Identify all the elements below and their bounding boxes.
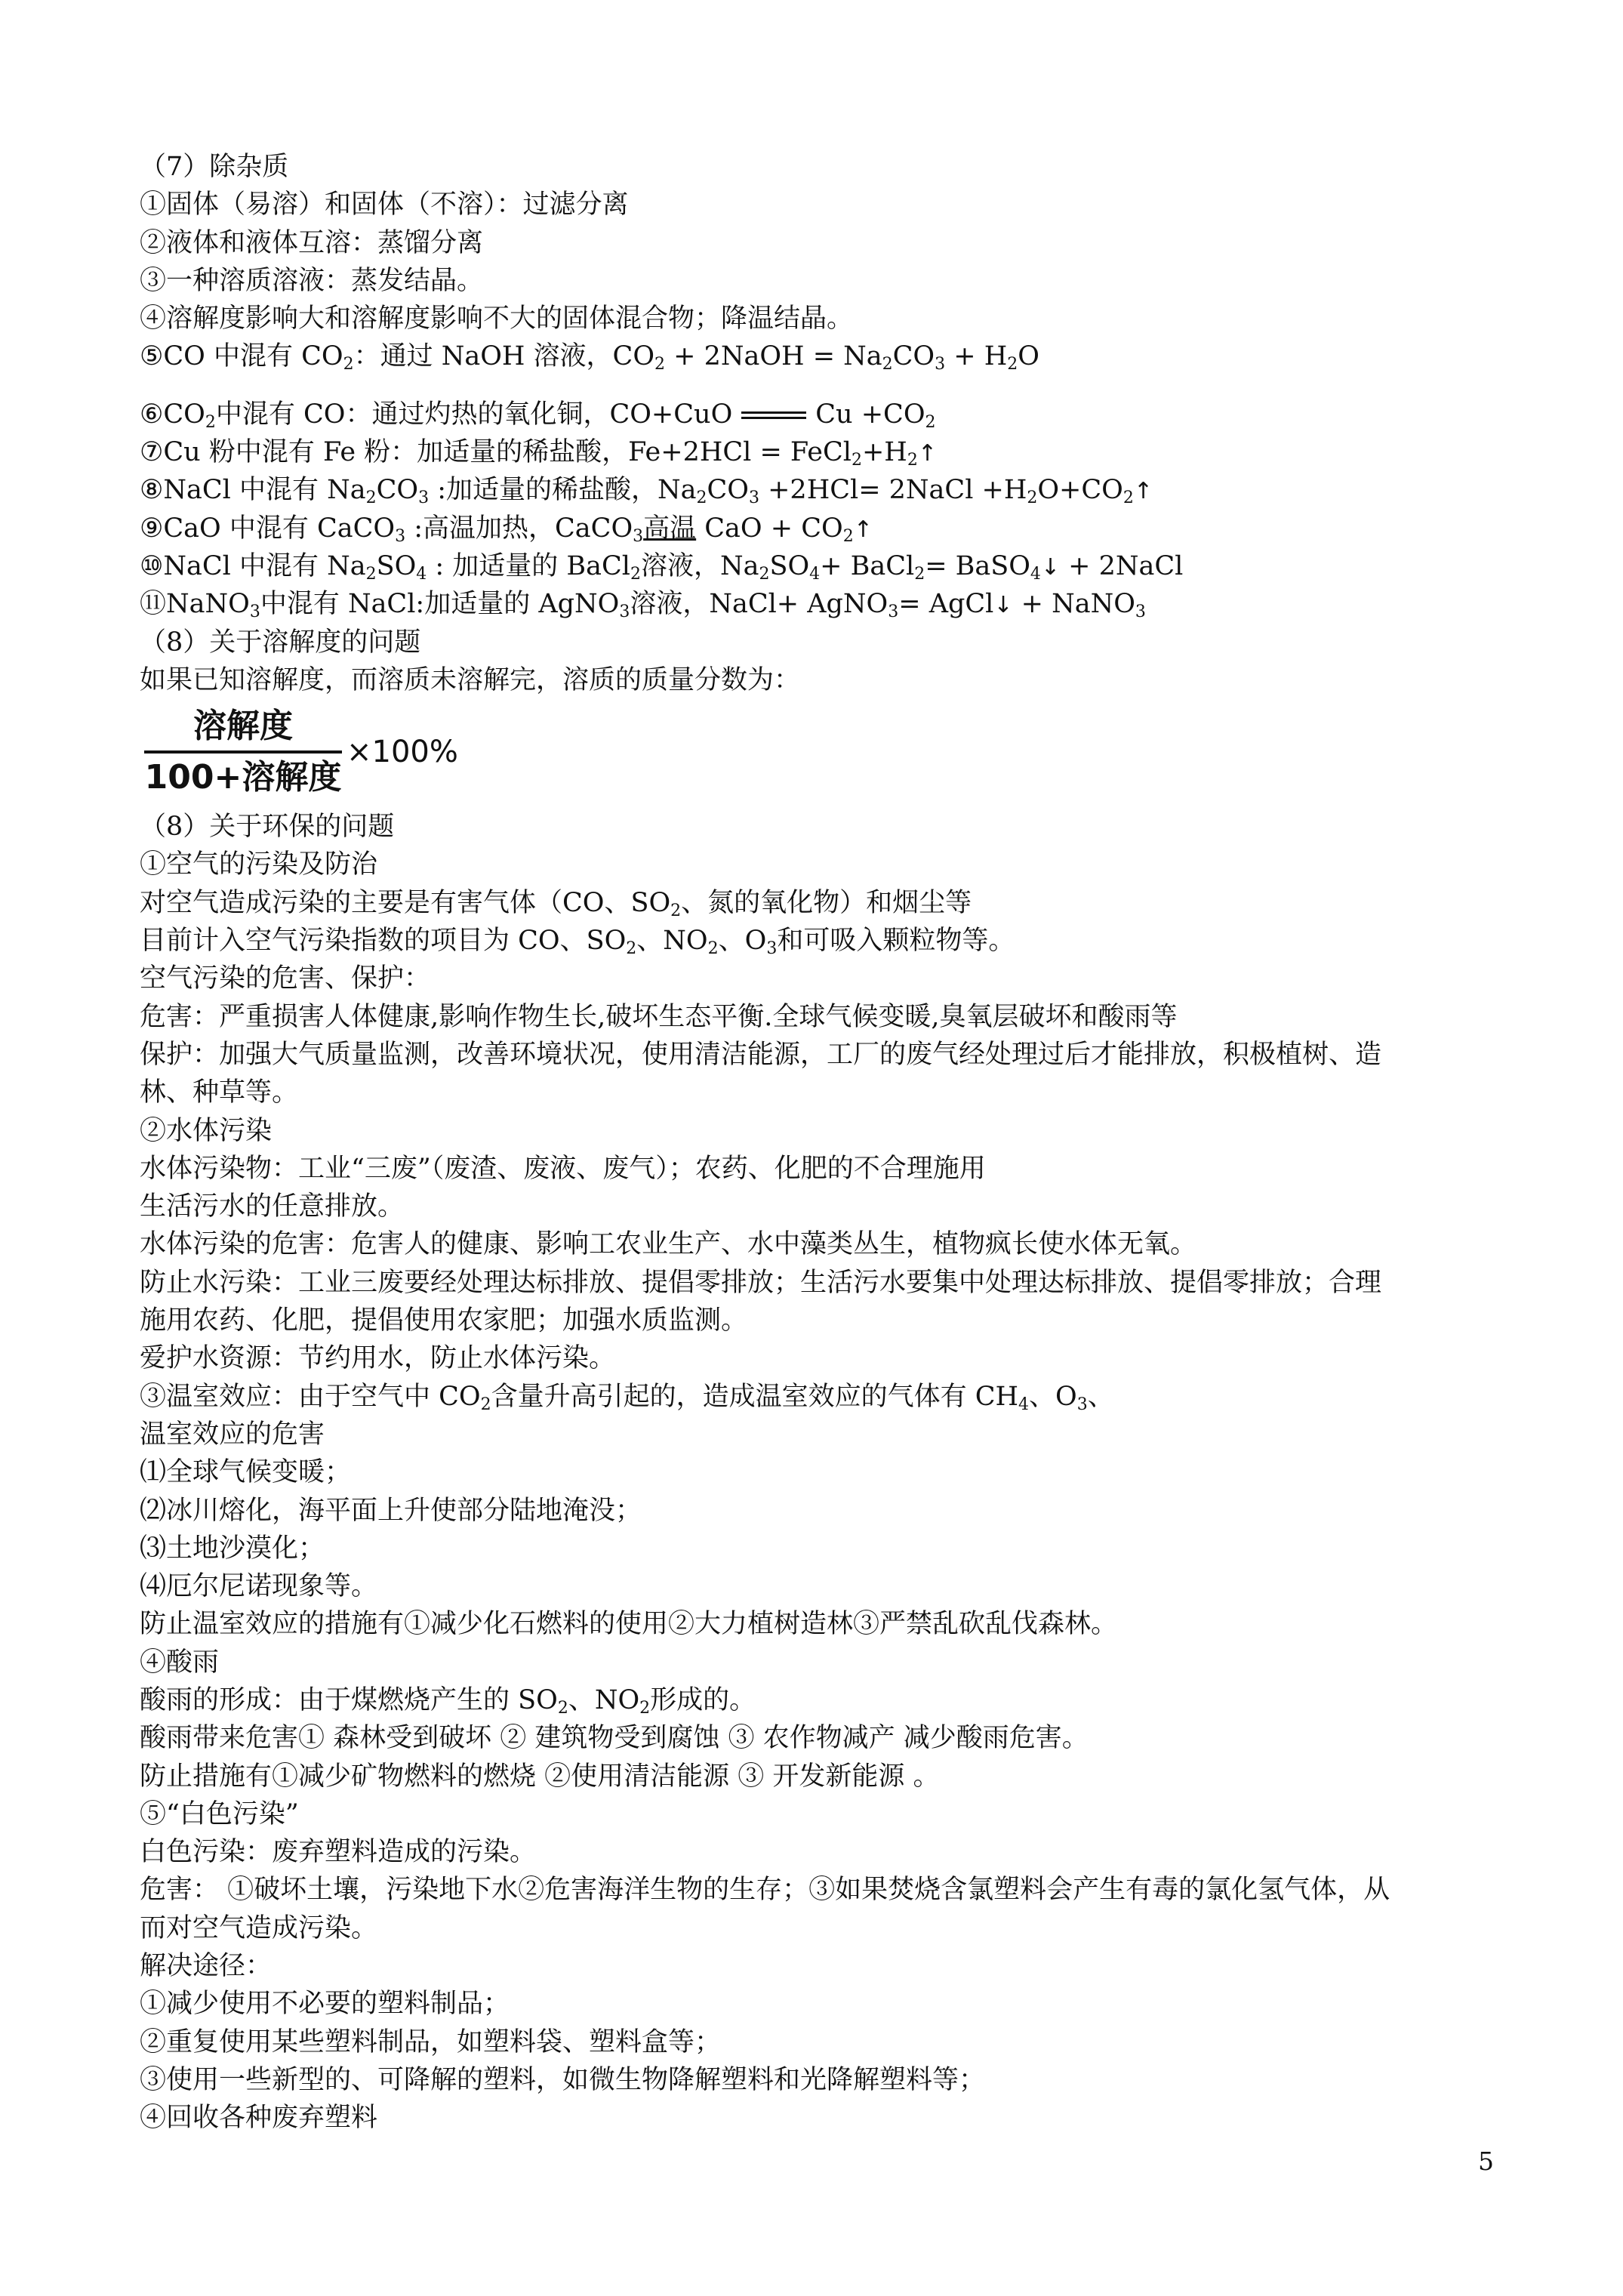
subscript: 3 [633, 526, 644, 546]
subscript: 2 [1027, 488, 1038, 508]
text-run: CO [707, 475, 749, 506]
text-run: ⑪NaNO [140, 589, 250, 620]
subscript: 3 [748, 488, 759, 508]
air-line-2 [140, 922, 1498, 960]
subscript: 2 [842, 526, 854, 546]
subscript: 2 [914, 564, 925, 584]
subscript: 2 [557, 1698, 568, 1718]
precipitate-down-arrow-icon: ↓ [993, 592, 1013, 619]
greenhouse-line-7: 防止温室效应的措施有①减少化石燃料的使用②大力植树造林③严禁乱砍乱伐森林。 [140, 1609, 1118, 1640]
double-line-reaction-sign [741, 411, 806, 419]
page-number: 5 [1478, 2147, 1494, 2176]
text-run: 形成的。 [650, 1684, 756, 1715]
text-run: 、 [1087, 1381, 1114, 1412]
subscript: 2 [205, 412, 216, 432]
water-line-3: 水体污染的危害：危害人的健康、影响工农业生产、水中藻类丛生，植物疯长使水体无氧。 [140, 1229, 1197, 1260]
greenhouse-line-2: 温室效应的危害 [140, 1419, 325, 1450]
text-run: O+CO [1037, 475, 1123, 506]
subscript: 2 [925, 412, 936, 432]
fraction-multiplier: ×100% [346, 735, 458, 769]
subscript: 2 [480, 1395, 491, 1414]
text-run: + BaCl [820, 550, 915, 581]
white-pollution-title: ⑤“白色污染” [140, 1798, 299, 1829]
text-run: ⑧NaCl 中混有 Na [140, 475, 366, 506]
text-run: ⑦Cu 粉中混有 Fe 粉：加适量的稀盐酸，Fe+2HCl = FeCl [140, 437, 852, 468]
text-run: +2HCl= 2NaCl +H [759, 475, 1027, 506]
subscript: 3 [249, 603, 260, 622]
precipitate-down-arrow-icon: ↓ [1040, 553, 1061, 581]
subscript: 2 [851, 451, 862, 470]
air-line-1 [140, 884, 1498, 922]
greenhouse-line-5: ⑶土地沙漠化； [140, 1533, 325, 1564]
text-run: 溶液，NaCl+ AgNO [630, 589, 888, 620]
white-pollution-line-5: ①减少使用不必要的塑料制品； [140, 1989, 510, 2020]
impurity-line-3: ③一种溶质溶液：蒸发结晶。 [140, 265, 484, 296]
white-pollution-line-7: ③使用一些新型的、可降解的塑料，如微生物降解塑料和光降解塑料等； [140, 2064, 986, 2095]
text-run: + H [945, 341, 1008, 372]
text-run: O [1018, 341, 1039, 372]
text-run: + NaNO [1012, 589, 1135, 620]
air-title: ①空气的污染及防治 [140, 849, 378, 880]
impurity-line-4: ④溶解度影响大和溶解度影响不大的固体混合物；降温结晶。 [140, 304, 854, 334]
text-run: 中混有 CO：通过灼热的氧化铜，CO+CuO [215, 399, 733, 430]
subscript: 3 [619, 603, 630, 622]
subscript: 2 [907, 451, 918, 470]
text-run: = AgCl [898, 589, 994, 620]
text-run: CO [376, 475, 419, 506]
white-pollution-line-2: 危害： ①破坏土壤，污染地下水②危害海洋生物的生存；③如果焚烧含氯塑料会产生有毒的氯化氢气体，从 [140, 1875, 1390, 1906]
text-run: + 2NaOH = Na [665, 341, 882, 372]
subscript: 2 [630, 564, 641, 584]
text-run: 、O [1029, 1381, 1077, 1412]
acid-rain-line-3: 防止措施有①减少矿物燃料的燃烧 ②使用清洁能源 ③ 开发新能源 。 [140, 1761, 940, 1792]
subscript: 2 [882, 355, 893, 374]
text-run: 、NO [568, 1684, 640, 1715]
fraction [144, 704, 342, 800]
greenhouse-line-6: ⑷厄尔尼诺现象等。 [140, 1571, 378, 1602]
acid-rain-line-2: 酸雨带来危害① 森林受到破坏 ② 建筑物受到腐蚀 ③ 农作物减产 减少酸雨危害。 [140, 1723, 1089, 1754]
gas-up-arrow-icon: ↑ [853, 516, 873, 543]
white-pollution-line-8: ④回收各种废弃塑料 [140, 2103, 378, 2134]
acid-rain-line-1 [140, 1681, 1498, 1719]
white-pollution-line-1: 白色污染：废弃塑料造成的污染。 [140, 1837, 537, 1868]
subscript: 4 [1018, 1395, 1030, 1414]
subscript: 4 [1030, 564, 1041, 584]
impurity-line-9 [140, 510, 1498, 547]
impurity-line-10 [140, 547, 1498, 585]
impurity-line-5 [140, 337, 1498, 375]
water-line-5: 施用农药、化肥，提倡使用农家肥；加强水质监测。 [140, 1305, 748, 1336]
text-run: 中混有 NaCl:加适量的 AgNO [260, 589, 620, 620]
text-run: :加适量的稀盐酸，Na [429, 475, 697, 506]
fraction-numerator: 溶解度 [193, 707, 293, 746]
subscript: 3 [1076, 1395, 1088, 1414]
subscript: 2 [639, 1698, 651, 1718]
subscript: 3 [1135, 603, 1146, 622]
subscript: 2 [759, 564, 770, 584]
subscript: 2 [654, 355, 666, 374]
subscript: 2 [365, 564, 377, 584]
subscript: 2 [343, 355, 354, 374]
water-line-2: 生活污水的任意排放。 [140, 1191, 405, 1222]
fraction-bar [144, 750, 342, 754]
text-run: : 加适量的 BaCl [427, 550, 630, 581]
mass-fraction-formula [144, 699, 1498, 805]
impurity-line-6 [140, 396, 1498, 433]
white-pollution-line-3: 而对空气造成污染。 [140, 1912, 378, 1943]
subscript: 4 [809, 564, 821, 584]
subscript: 3 [395, 526, 406, 546]
impurity-line-2: ②液体和液体互溶：蒸馏分离 [140, 227, 484, 258]
subscript: 3 [935, 355, 946, 374]
reaction-condition: 高温 [643, 513, 697, 544]
spacer [140, 376, 1498, 396]
text-run: ⑤CO 中混有 CO [140, 341, 343, 372]
subscript: 3 [888, 603, 899, 622]
greenhouse-line-1 [140, 1378, 1498, 1416]
text-run: ⑨CaO 中混有 CaCO [140, 513, 396, 544]
white-pollution-line-4: 解决途径： [140, 1951, 273, 1982]
text-run: 目前计入空气污染指数的项目为 CO、SO [140, 926, 627, 957]
section-heading-impurity: （7）除杂质 [140, 152, 289, 182]
subscript: 2 [670, 901, 682, 920]
subscript: 3 [418, 488, 430, 508]
greenhouse-line-4: ⑵冰川熔化，海平面上升使部分陆地淹没； [140, 1495, 642, 1526]
air-line-4: 危害：严重损害人体健康,影响作物生长,破坏生态平衡.全球气候变暖,臭氧层破坏和酸雨等 [140, 1001, 1178, 1032]
subscript: 2 [696, 488, 707, 508]
text-run: = BaSO [925, 550, 1030, 581]
text-run: SO [769, 550, 810, 581]
text-run: 、O [718, 926, 767, 957]
text-run: 和可吸入颗粒物等。 [777, 926, 1015, 957]
subscript: 2 [1123, 488, 1134, 508]
fraction-denominator: 100+溶解度 [144, 758, 342, 797]
section-heading-solubility: （8）关于溶解度的问题 [140, 627, 421, 658]
text-run: 酸雨的形成：由于煤燃烧产生的 SO [140, 1684, 558, 1715]
document-body [140, 148, 1498, 2137]
text-run: +H [861, 437, 907, 468]
subscript: 2 [1007, 355, 1018, 374]
air-line-6: 林、种草等。 [140, 1077, 299, 1108]
greenhouse-line-3: ⑴全球气候变暖； [140, 1457, 352, 1488]
subscript: 2 [707, 939, 719, 959]
impurity-line-7 [140, 433, 1498, 471]
impurity-line-1: ①固体（易溶）和固体（不溶）：过滤分离 [140, 190, 629, 220]
text-run: 溶液，Na [641, 550, 759, 581]
text-run: + 2NaCl [1060, 550, 1184, 581]
impurity-line-11 [140, 585, 1498, 623]
text-run: SO [376, 550, 417, 581]
text-run: :高温加热，CaCO [405, 513, 633, 544]
acid-rain-title: ④酸雨 [140, 1647, 220, 1678]
subscript: 2 [365, 488, 377, 508]
solubility-text: 如果已知溶解度，而溶质未溶解完，溶质的质量分数为： [140, 664, 801, 695]
water-line-4: 防止水污染：工业三废要经处理达标排放、提倡零排放；生活污水要集中处理达标排放、提倡零排放；合理 [140, 1267, 1382, 1298]
section-heading-environment: （8）关于环保的问题 [140, 812, 395, 843]
text-run: 含量升高引起的，造成温室效应的气体有 CH [491, 1381, 1019, 1412]
subscript: 4 [416, 564, 427, 584]
text-run: ⑥CO [140, 399, 205, 430]
subscript: 3 [766, 939, 778, 959]
water-title: ②水体污染 [140, 1115, 273, 1146]
air-line-3: 空气污染的危害、保护： [140, 963, 431, 994]
white-pollution-line-6: ②重复使用某些塑料制品，如塑料袋、塑料盒等； [140, 2026, 722, 2057]
text-run: 对空气造成污染的主要是有害气体（CO、SO [140, 887, 671, 918]
text-run: ：通过 NaOH 溶液，CO [353, 341, 655, 372]
text-run: 、氮的氧化物）和烟尘等 [681, 887, 972, 918]
text-run: 、NO [636, 926, 708, 957]
gas-up-arrow-icon: ↑ [917, 440, 937, 467]
text-run: ③温室效应：由于空气中 CO [140, 1381, 481, 1412]
subscript: 2 [626, 939, 637, 959]
text-run: Cu +CO [815, 399, 925, 430]
water-line-6: 爱护水资源：节约用水，防止水体污染。 [140, 1343, 616, 1374]
text-run: ⑩NaCl 中混有 Na [140, 550, 366, 581]
text-run: CaO + CO [696, 513, 843, 544]
water-line-1: 水体污染物：工业“三废”（废渣、废液、废气）；农药、化肥的不合理施用 [140, 1153, 986, 1184]
impurity-line-8 [140, 471, 1498, 509]
gas-up-arrow-icon: ↑ [1133, 478, 1153, 505]
air-line-5: 保护：加强大气质量监测，改善环境状况，使用清洁能源，工厂的废气经处理过后才能排放，积极植树、造 [140, 1039, 1382, 1070]
text-run: CO [892, 341, 935, 372]
